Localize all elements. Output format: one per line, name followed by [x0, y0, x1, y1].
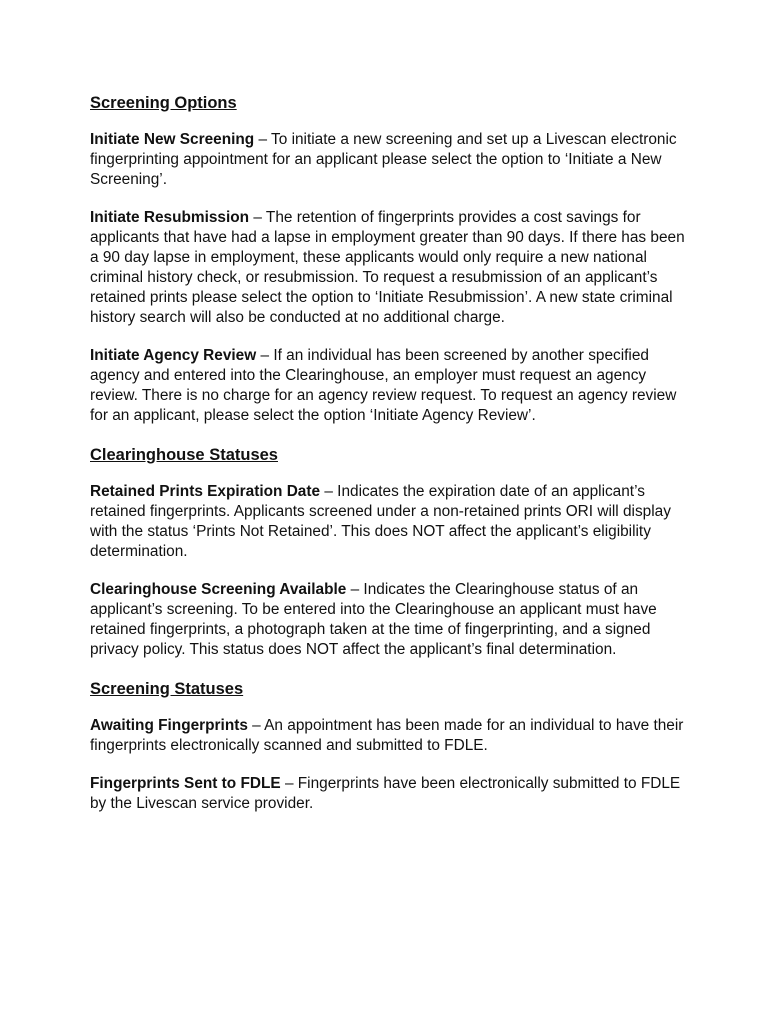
definition-term: Initiate New Screening	[90, 131, 255, 148]
definition-term: Initiate Agency Review	[90, 347, 257, 364]
definition-term: Initiate Resubmission	[90, 209, 250, 226]
definition-paragraph	[90, 346, 690, 426]
definition-paragraph	[90, 716, 690, 756]
definition-paragraph	[90, 482, 690, 562]
section-clearinghouse-statuses	[90, 444, 690, 660]
definition-term: Awaiting Fingerprints	[90, 717, 248, 734]
definition-text: – An appointment has been made for an individual to have their fingerprints electronically scanned and submitted to FDLE.	[90, 717, 684, 754]
definition-term: Clearinghouse Screening Available	[90, 581, 347, 598]
definition-paragraph	[90, 774, 690, 814]
section-heading: Screening Options	[90, 94, 237, 112]
section-heading: Screening Statuses	[90, 680, 244, 698]
definition-text: – Fingerprints have been electronically submitted to FDLE by the Livescan service provider.	[90, 775, 681, 812]
definition-text: – The retention of fingerprints provides a cost savings for applicants that have had a lapse in employment greater than 90 days. If there has been a 90 day lapse in employment, these applicants would only require a new national criminal history check, or resubmission. To request a resubmission of an applicant’s retained prints please select the option to ‘Initiate Resubmission’. A new state criminal history search will also be conducted at no additional charge.	[90, 209, 685, 326]
section-screening-options	[90, 92, 690, 426]
section-screening-statuses	[90, 678, 690, 814]
definition-paragraph	[90, 580, 690, 660]
document-page	[90, 92, 690, 832]
definition-paragraph	[90, 130, 690, 190]
definition-term: Fingerprints Sent to FDLE	[90, 775, 281, 792]
definition-text: – If an individual has been screened by another specified agency and entered into the Clearinghouse, an employer must request an agency review. There is no charge for an agency review request. To request an agency review for an applicant, please select the option ‘Initiate Agency Review’.	[90, 347, 677, 424]
definition-text: – Indicates the expiration date of an applicant’s retained fingerprints. Applicants screened under a non-retained prints ORI will display with the status ‘Prints Not Retained’. This does NOT affect the applicant’s eligibility determination.	[90, 483, 671, 560]
section-heading: Clearinghouse Statuses	[90, 446, 278, 464]
definition-text: – To initiate a new screening and set up a Livescan electronic fingerprinting appointment for an applicant please select the option to ‘Initiate a New Screening’.	[90, 131, 677, 188]
definition-term: Retained Prints Expiration Date	[90, 483, 321, 500]
definition-paragraph	[90, 208, 690, 328]
definition-text: – Indicates the Clearinghouse status of an applicant’s screening. To be entered into the Clearinghouse an applicant must have retained fingerprints, a photograph taken at the time of fingerprinting, and a signed privacy policy. This status does NOT affect the applicant’s final determination.	[90, 581, 657, 658]
